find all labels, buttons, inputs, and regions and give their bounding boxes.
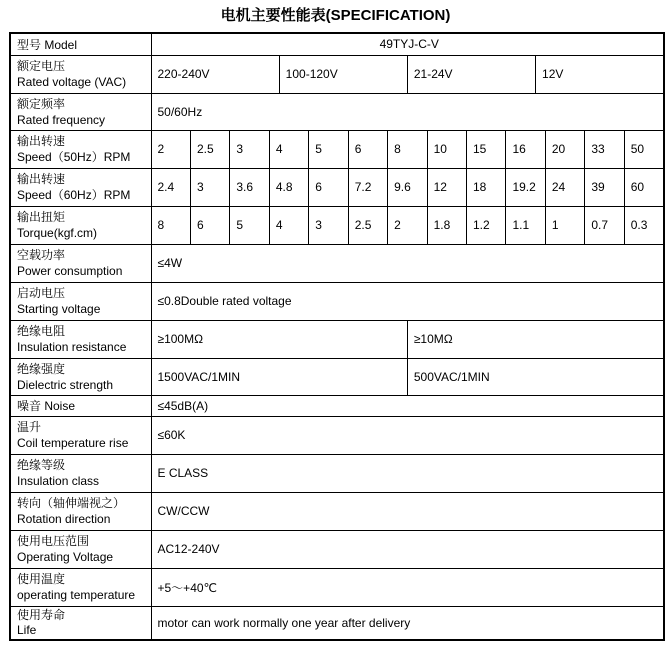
speed-60hz-value: 19.2 [506, 168, 545, 206]
row-model [10, 33, 664, 55]
label-en: Torque(kgf.cm) [17, 226, 98, 240]
torque-value: 8 [151, 206, 190, 244]
row-label-starting-voltage [10, 282, 151, 320]
torque-value: 5 [230, 206, 269, 244]
label-zh: 使用寿命 [17, 607, 66, 622]
label-zh: 绝缘强度 [17, 361, 66, 376]
speed-50hz-value: 3 [230, 130, 269, 168]
speed-60hz-value: 60 [624, 168, 664, 206]
dielectric-strength-value: 500VAC/1MIN [407, 358, 664, 395]
row-starting-voltage [10, 282, 664, 320]
speed-60hz-value: 9.6 [388, 168, 427, 206]
speed-60hz-value: 3 [190, 168, 229, 206]
noise-value: ≤45dB(A) [151, 395, 664, 416]
speed-60hz-value: 7.2 [348, 168, 387, 206]
spec-table [9, 32, 665, 641]
row-rated-voltage [10, 55, 664, 93]
label-zh: 绝缘电阻 [17, 324, 66, 338]
speed-50hz-value: 10 [427, 130, 466, 168]
label-en: Insulation class [17, 474, 100, 488]
label-zh: 转向（轴伸端视之） [17, 496, 126, 510]
speed-50hz-value: 6 [348, 130, 387, 168]
speed-50hz-value: 50 [624, 130, 664, 168]
rated-voltage-value: 12V [536, 55, 664, 93]
torque-value: 0.3 [624, 206, 664, 244]
label-zh: 使用电压范围 [17, 534, 90, 548]
label-zh: 输出扭矩 [17, 210, 66, 224]
label-zh: 温升 [17, 420, 42, 434]
label-en: Rated voltage (VAC) [17, 75, 127, 89]
label-en: Speed（60Hz）RPM [17, 188, 131, 202]
speed-60hz-value: 2.4 [151, 168, 190, 206]
row-label-rated-voltage [10, 55, 151, 93]
label-zh: 空载功率 [17, 248, 66, 262]
row-power-consumption [10, 244, 664, 282]
row-label-model: 型号 Model [10, 33, 151, 55]
row-label-operating-voltage [10, 530, 151, 568]
speed-60hz-value: 12 [427, 168, 466, 206]
label-zh: 额定频率 [17, 96, 66, 111]
speed-60hz-value: 3.6 [230, 168, 269, 206]
rated-voltage-value: 21-24V [407, 55, 535, 93]
speed-50hz-value: 2.5 [190, 130, 229, 168]
rotation-direction-value: CW/CCW [151, 492, 664, 530]
label-en: operating temperature [17, 588, 136, 602]
torque-value: 3 [309, 206, 348, 244]
label-en: Insulation resistance [17, 340, 127, 354]
label-zh: 输出转速 [17, 172, 66, 186]
label-en: Power consumption [17, 264, 123, 278]
torque-value: 4 [269, 206, 308, 244]
speed-60hz-value: 4.8 [269, 168, 308, 206]
operating-temperature-value: +5～+40℃ [151, 568, 664, 606]
torque-value: 0.7 [585, 206, 624, 244]
starting-voltage-value: ≤0.8Double rated voltage [151, 282, 664, 320]
row-label-dielectric-strength [10, 358, 151, 395]
row-rated-frequency [10, 93, 664, 130]
row-label-power-consumption [10, 244, 151, 282]
row-operating-temperature [10, 568, 664, 606]
rated-voltage-value: 100-120V [279, 55, 407, 93]
rated-voltage-value: 220-240V [151, 55, 279, 93]
speed-50hz-value: 15 [467, 130, 506, 168]
label-en: Operating Voltage [17, 550, 114, 564]
label-zh: 输出转速 [17, 134, 66, 148]
power-consumption-value: ≤4W [151, 244, 664, 282]
dielectric-strength-value: 1500VAC/1MIN [151, 358, 407, 395]
row-label-temperature-rise [10, 416, 151, 454]
insulation-class-value: E CLASS [151, 454, 664, 492]
label-en: Life [17, 622, 37, 637]
label-zh: 额定电压 [17, 59, 66, 73]
label-en: Coil temperature rise [17, 436, 129, 450]
label-en: Dielectric strength [17, 377, 114, 392]
torque-value: 1 [545, 206, 584, 244]
row-dielectric-strength [10, 358, 664, 395]
label-en: Rated frequency [17, 112, 106, 127]
label-zh: 绝缘等级 [17, 458, 66, 472]
row-label-torque [10, 206, 151, 244]
torque-value: 1.2 [467, 206, 506, 244]
row-temperature-rise [10, 416, 664, 454]
label-en: Starting voltage [17, 302, 101, 316]
row-label-noise: 噪音 Noise [10, 395, 151, 416]
insulation-resistance-value: ≥10MΩ [407, 320, 664, 358]
row-life [10, 606, 664, 640]
speed-50hz-value: 8 [388, 130, 427, 168]
row-torque [10, 206, 664, 244]
rated-frequency-value: 50/60Hz [151, 93, 664, 130]
speed-60hz-value: 18 [467, 168, 506, 206]
row-insulation-class [10, 454, 664, 492]
torque-value: 6 [190, 206, 229, 244]
row-noise [10, 395, 664, 416]
row-label-rated-frequency [10, 93, 151, 130]
torque-value: 1.1 [506, 206, 545, 244]
speed-50hz-value: 20 [545, 130, 584, 168]
row-operating-voltage [10, 530, 664, 568]
speed-60hz-value: 6 [309, 168, 348, 206]
row-label-insulation-resistance [10, 320, 151, 358]
operating-voltage-value: AC12-240V [151, 530, 664, 568]
page-title: 电机主要性能表(SPECIFICATION) [220, 7, 451, 24]
life-value: motor can work normally one year after delivery [151, 606, 664, 640]
speed-50hz-value: 2 [151, 130, 190, 168]
torque-value: 2.5 [348, 206, 387, 244]
label-en: Rotation direction [17, 512, 111, 526]
row-label-insulation-class [10, 454, 151, 492]
speed-60hz-value: 39 [585, 168, 624, 206]
speed-50hz-value: 16 [506, 130, 545, 168]
row-speed-50hz [10, 130, 664, 168]
row-insulation-resistance [10, 320, 664, 358]
torque-value: 2 [388, 206, 427, 244]
torque-value: 1.8 [427, 206, 466, 244]
speed-50hz-value: 4 [269, 130, 308, 168]
speed-60hz-value: 24 [545, 168, 584, 206]
row-label-speed-60hz [10, 168, 151, 206]
label-zh: 使用温度 [17, 572, 66, 586]
row-label-life [10, 606, 151, 640]
row-label-speed-50hz [10, 130, 151, 168]
model-value: 49TYJ-C-V [151, 33, 664, 55]
row-label-rotation-direction [10, 492, 151, 530]
label-en: Speed（50Hz）RPM [17, 150, 131, 164]
temperature-rise-value: ≤60K [151, 416, 664, 454]
row-rotation-direction [10, 492, 664, 530]
speed-50hz-value: 33 [585, 130, 624, 168]
row-label-operating-temperature [10, 568, 151, 606]
label-zh: 启动电压 [17, 286, 66, 300]
insulation-resistance-value: ≥100MΩ [151, 320, 407, 358]
speed-50hz-value: 5 [309, 130, 348, 168]
row-speed-60hz [10, 168, 664, 206]
